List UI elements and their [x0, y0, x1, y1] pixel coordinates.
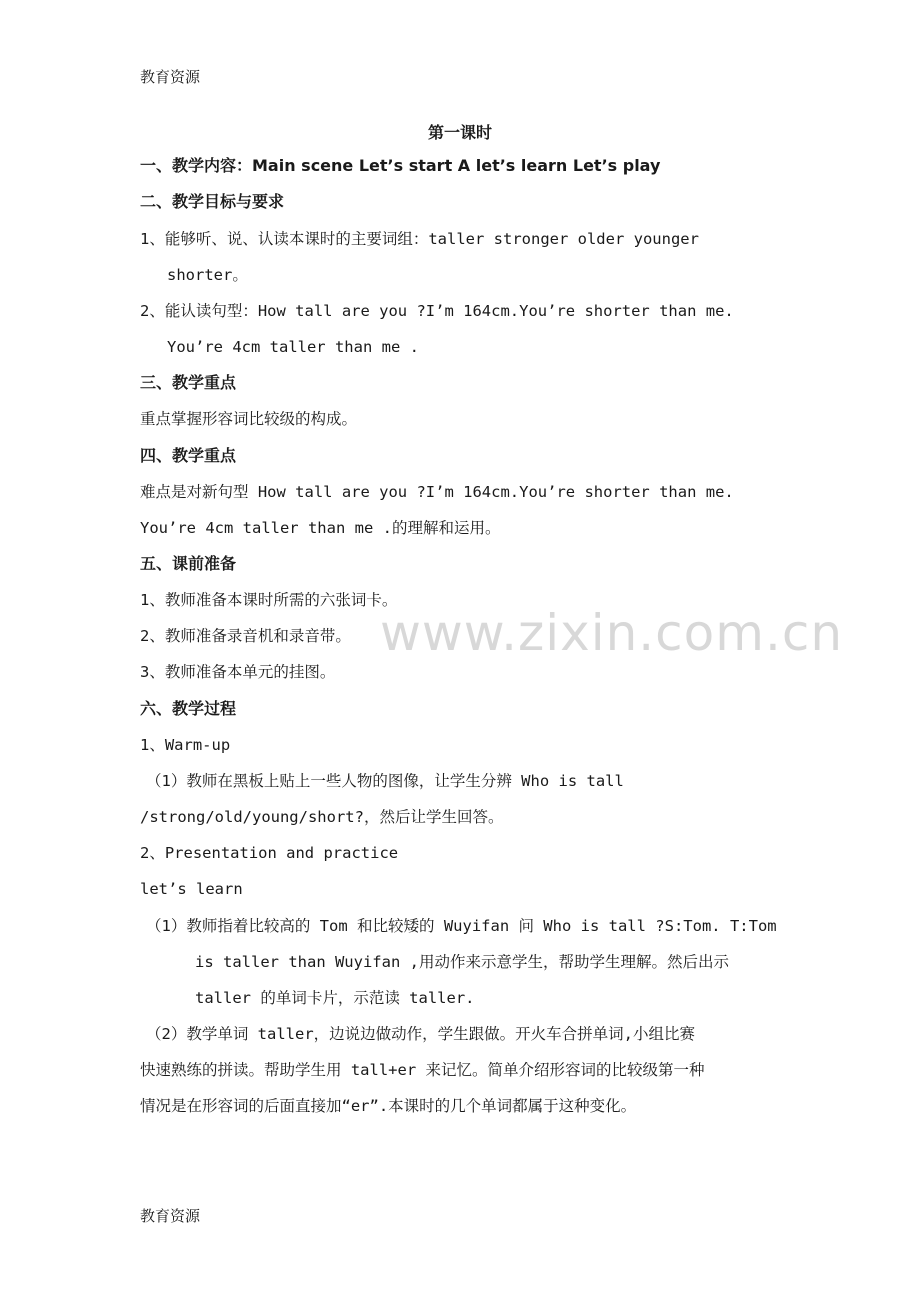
section-key-points-heading: 三、教学重点: [140, 373, 237, 392]
process-step-1: 1、Warm-up: [140, 736, 231, 754]
goal-1-continued: shorter。: [167, 266, 248, 284]
watermark: www.zixin.com.cn: [380, 604, 844, 662]
process-step-2: 2、Presentation and practice: [140, 844, 399, 862]
process-step-2-item-2-end: 情况是在形容词的后面直接加“er”.本课时的几个单词都属于这种变化。: [140, 1097, 637, 1115]
section-preparation-heading: 五、课前准备: [140, 554, 237, 573]
section-difficulty-heading: 四、教学重点: [140, 446, 237, 465]
process-step-2-subtitle: let’s learn: [140, 880, 243, 898]
section-content: 一、教学内容：Main scene Let’s start A let’s learn Let’s play: [140, 156, 661, 175]
goal-1: 1、能够听、说、认读本课时的主要词组：taller stronger older younger: [140, 230, 699, 248]
goal-2: 2、能认读句型：How tall are you ?I’m 164cm.You’re shorter than me.: [140, 302, 734, 320]
prep-item-3: 3、教师准备本单元的挂图。: [140, 663, 336, 681]
page-title: 第一课时: [427, 123, 492, 142]
process-step-2-item-1-continued: is taller than Wuyifan ,用动作来示意学生，帮助学生理解。然后出示: [195, 953, 729, 971]
process-step-2-item-1-end: taller 的单词卡片，示范读 taller.: [195, 989, 475, 1007]
process-step-2-item-2-continued: 快速熟练的拼读。帮助学生用 tall+er 来记忆。简单介绍形容词的比较级第一种: [140, 1061, 705, 1079]
difficulty-text: 难点是对新句型 How tall are you ?I’m 164cm.You’re shorter than me.: [140, 483, 734, 501]
prep-item-1: 1、教师准备本课时所需的六张词卡。: [140, 591, 398, 609]
process-step-2-item-2: （2）教学单词 taller，边说边做动作，学生跟做。开火车合拼单词,小组比赛: [146, 1025, 695, 1043]
difficulty-text-continued: You’re 4cm taller than me .的理解和运用。: [140, 519, 501, 537]
section-goals-heading: 二、教学目标与要求: [140, 192, 285, 211]
process-step-1-item-1: （1）教师在黑板上贴上一些人物的图像，让学生分辨 Who is tall: [146, 772, 624, 790]
goal-2-continued: You’re 4cm taller than me .: [167, 338, 419, 356]
page-footer: 教育资源: [140, 1207, 201, 1225]
prep-item-2: 2、教师准备录音机和录音带。: [140, 627, 351, 645]
page-header: 教育资源: [140, 68, 201, 86]
section-process-heading: 六、教学过程: [140, 699, 237, 718]
process-step-1-item-1-continued: /strong/old/young/short?，然后让学生回答。: [140, 808, 504, 826]
key-points-text: 重点掌握形容词比较级的构成。: [140, 410, 358, 428]
process-step-2-item-1: （1）教师指着比较高的 Tom 和比较矮的 Wuyifan 问 Who is tall ?S:Tom. T:Tom: [146, 917, 777, 935]
